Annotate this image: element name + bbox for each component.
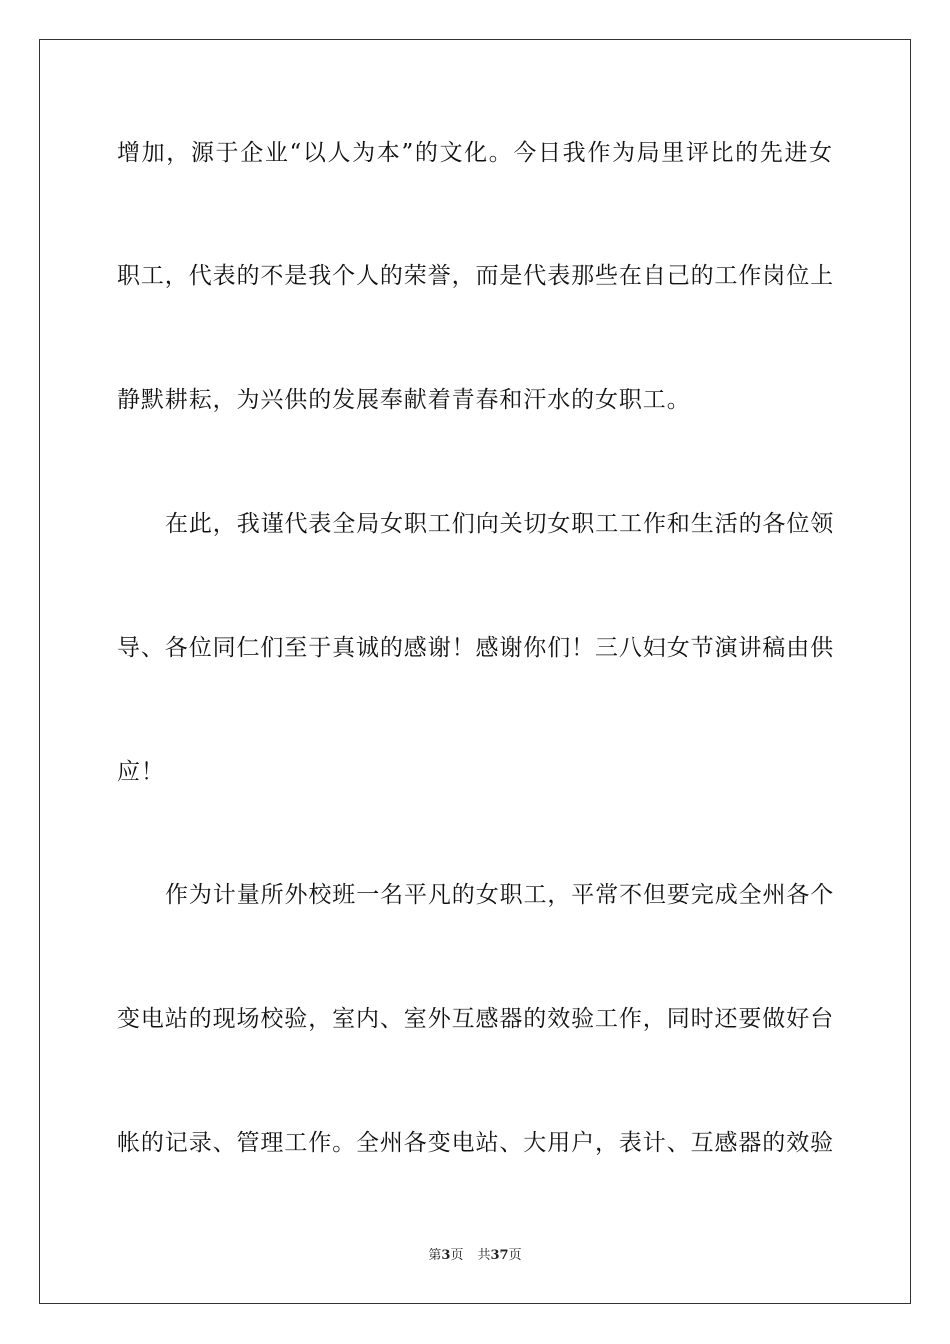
text-line-4: 在此，我谨代表全局女职工们向关切女职工工作和生活的各位领: [165, 511, 835, 537]
footer-total-suffix: 页: [508, 1248, 522, 1263]
text-line-1: 增加，源于企业“以人为本”的文化。今日我作为局里评比的先进女: [117, 140, 833, 166]
text-line-9: 帐的记录、管理工作。全州各变电站、大用户，表计、互感器的效验: [117, 1130, 834, 1156]
footer-total-pages: 37: [490, 1248, 509, 1263]
page-footer: [0, 1248, 950, 1264]
text-line-7: 作为计量所外校班一名平凡的女职工，平常不但要完成全州各个: [165, 882, 835, 908]
text-line-2: 职工，代表的不是我个人的荣誉，而是代表那些在自己的工作岗位上: [117, 263, 834, 289]
text-line-6: 应！: [117, 759, 165, 785]
footer-page-suffix: 页: [450, 1248, 464, 1263]
text-line-3: 静默耕耘，为兴供的发展奉献着青春和汗水的女职工。: [117, 387, 691, 413]
footer-total-prefix: 共: [477, 1248, 491, 1263]
text-line-5: 导、各位同仁们至于真诚的感谢！感谢你们！三八妇女节演讲稿由供: [117, 635, 834, 661]
page-border: [39, 39, 911, 1304]
text-line-8: 变电站的现场校验，室内、室外互感器的效验工作，同时还要做好台: [117, 1006, 834, 1032]
footer-page-prefix: 第: [428, 1248, 442, 1263]
footer-page-number: 3: [441, 1248, 451, 1263]
